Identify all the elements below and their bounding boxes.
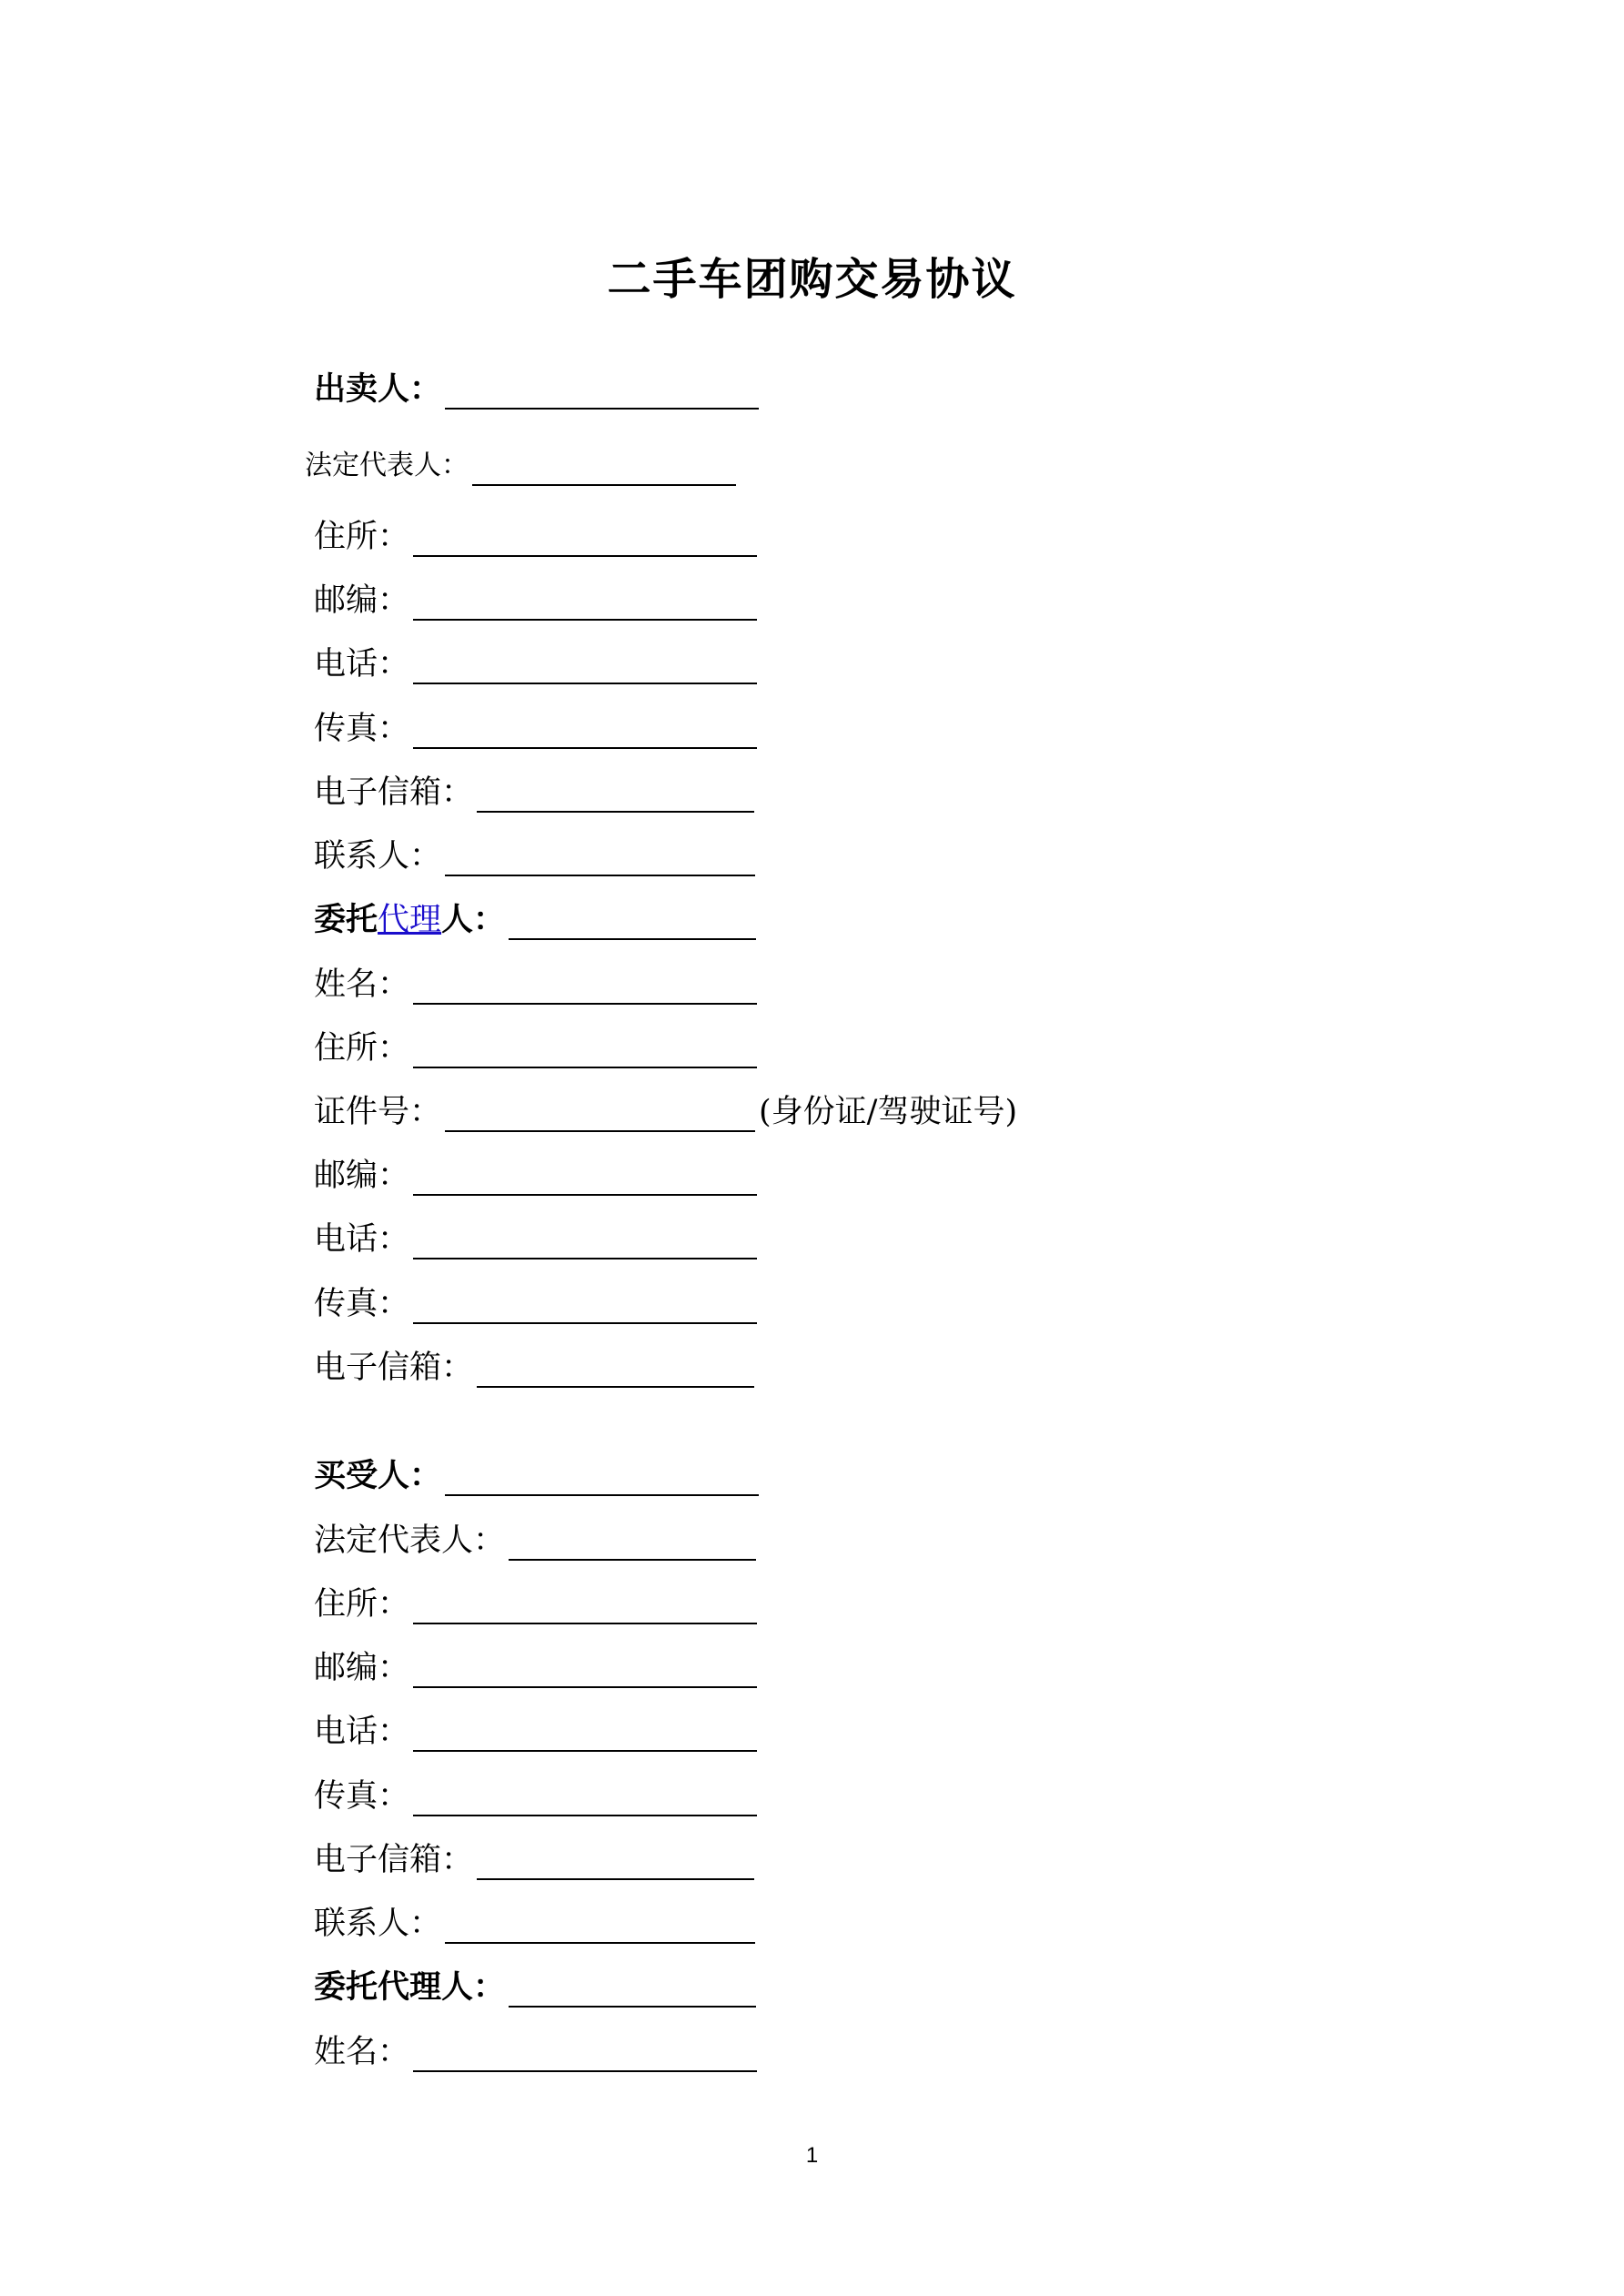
agent-postcode-blank[interactable] (413, 1163, 757, 1196)
agent-id-blank[interactable] (445, 1099, 755, 1132)
buyer-address-row (314, 1584, 757, 1624)
buyer-agent-label: 委托代理人： (314, 1968, 506, 2006)
agent-phone-label: 电话： (314, 1221, 410, 1258)
seller-email-row (314, 773, 754, 813)
seller-agent-blank[interactable] (509, 907, 756, 940)
seller-contact-row (314, 836, 755, 876)
agent-email-label: 电子信箱： (314, 1350, 474, 1386)
buyer-email-row (314, 1840, 754, 1880)
seller-legal-rep-blank[interactable] (472, 457, 736, 486)
buyer-postcode-blank[interactable] (413, 1655, 757, 1688)
buyer-postcode-row (314, 1648, 757, 1688)
buyer-email-blank[interactable] (477, 1847, 754, 1880)
seller-address-label: 住所： (314, 519, 410, 555)
seller-phone-row (314, 644, 757, 684)
seller-fax-label: 传真： (314, 711, 410, 747)
agent-name-label: 姓名： (314, 966, 410, 1003)
buyer-phone-blank[interactable] (413, 1719, 757, 1752)
buyer-blank[interactable] (445, 1463, 759, 1496)
seller-agent-label (314, 900, 505, 940)
buyer-contact-label: 联系人： (314, 1906, 442, 1942)
buyer-phone-label: 电话： (314, 1714, 410, 1750)
seller-contact-blank[interactable] (445, 844, 755, 876)
buyer-legal-rep-blank[interactable] (509, 1528, 756, 1561)
buyer-agent-row (314, 1967, 756, 2008)
buyer-address-blank[interactable] (413, 1592, 757, 1624)
agent-phone-blank[interactable] (413, 1227, 757, 1259)
seller-phone-blank[interactable] (413, 652, 757, 684)
seller-agent-row (314, 900, 756, 940)
seller-address-row (314, 517, 757, 557)
buyer-contact-row (314, 1904, 755, 1944)
agent-postcode-label: 邮编： (314, 1158, 410, 1194)
buyer-contact-blank[interactable] (445, 1911, 755, 1944)
buyer-legal-rep-label: 法定代表人： (314, 1522, 506, 1559)
agent-address-row (314, 1028, 757, 1068)
seller-label: 出卖人： (314, 370, 442, 408)
seller-phone-label: 电话： (314, 646, 410, 683)
seller-agent-suffix: 人： (441, 901, 506, 938)
buyer-postcode-label: 邮编： (314, 1650, 410, 1686)
buyer-fax-row (314, 1776, 757, 1816)
seller-postcode-label: 邮编： (314, 582, 410, 619)
page-number: 1 (805, 2143, 819, 2168)
seller-contact-label: 联系人： (314, 838, 442, 875)
agent-id-note: (身份证/驾驶证号) (759, 1094, 1018, 1130)
seller-legal-rep-row (305, 446, 736, 486)
buyer-row (314, 1456, 759, 1496)
agent-name-blank[interactable] (413, 972, 757, 1005)
agent-address-blank[interactable] (413, 1036, 757, 1068)
buyer-email-label: 电子信箱： (314, 1842, 474, 1878)
agent-link[interactable]: 代理 (378, 902, 442, 938)
seller-address-blank[interactable] (413, 524, 757, 557)
agent-email-row (314, 1348, 754, 1388)
buyer-agent-name-blank[interactable] (413, 2039, 757, 2072)
seller-agent-prefix: 委托 (314, 901, 378, 938)
seller-fax-blank[interactable] (413, 716, 757, 749)
buyer-phone-row (314, 1712, 757, 1752)
agent-fax-label: 传真： (314, 1286, 410, 1322)
agent-fax-blank[interactable] (413, 1291, 757, 1324)
buyer-fax-label: 传真： (314, 1778, 410, 1815)
seller-blank[interactable] (445, 377, 759, 410)
buyer-legal-rep-row (314, 1521, 756, 1561)
buyer-address-label: 住所： (314, 1586, 410, 1623)
seller-postcode-row (314, 581, 757, 621)
agent-postcode-row (314, 1156, 757, 1196)
seller-legal-rep-label: 法定代表人： (305, 450, 469, 481)
agent-email-blank[interactable] (477, 1355, 754, 1388)
seller-email-blank[interactable] (477, 780, 754, 813)
buyer-label: 买受人： (314, 1457, 442, 1494)
agent-phone-row (314, 1219, 757, 1259)
agent-name-row (314, 965, 757, 1005)
seller-row (314, 369, 759, 410)
seller-email-label: 电子信箱： (314, 774, 474, 811)
buyer-agent-name-row (314, 2032, 757, 2072)
agent-fax-row (314, 1284, 757, 1324)
buyer-agent-blank[interactable] (509, 1975, 756, 2008)
buyer-fax-blank[interactable] (413, 1784, 757, 1816)
seller-postcode-blank[interactable] (413, 588, 757, 621)
agent-id-row (314, 1092, 1017, 1132)
document-title: 二手车团购交易协议 (607, 254, 1017, 305)
agent-id-label: 证件号： (314, 1094, 442, 1130)
agent-address-label: 住所： (314, 1030, 410, 1067)
buyer-agent-name-label: 姓名： (314, 2034, 410, 2070)
seller-fax-row (314, 709, 757, 749)
